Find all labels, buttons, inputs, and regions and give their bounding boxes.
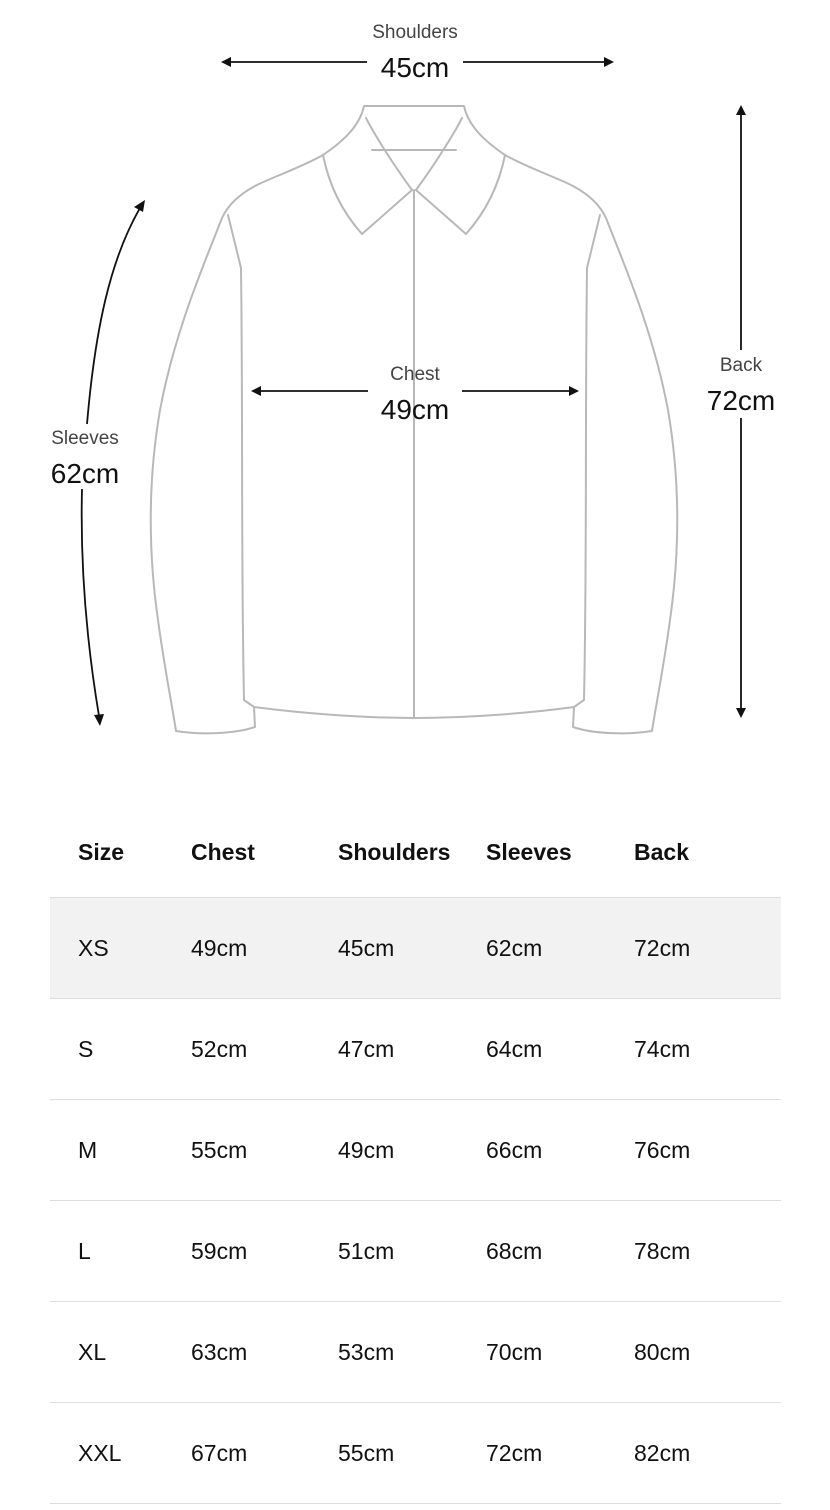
- shoulders-value: 45cm: [380, 52, 450, 83]
- left-sleeve-seam: [228, 215, 254, 707]
- cell-size: XS: [78, 934, 109, 961]
- table-row[interactable]: [50, 1201, 781, 1302]
- cell-size: XL: [78, 1338, 107, 1365]
- shoulders-arrowhead-right: [604, 57, 614, 67]
- cell-back: 78cm: [634, 1237, 691, 1264]
- cell-chest: 59cm: [191, 1237, 248, 1264]
- table-row[interactable]: [50, 999, 781, 1100]
- shoulders-arrowhead-left: [221, 57, 231, 67]
- cell-sleeves: 64cm: [486, 1035, 543, 1062]
- back-label: Back: [719, 355, 763, 376]
- cell-sleeves: 66cm: [486, 1136, 543, 1163]
- cell-back: 80cm: [634, 1338, 691, 1365]
- sleeves-measurement: [51, 200, 145, 726]
- cell-sleeves: 62cm: [486, 934, 543, 961]
- collar-left: [323, 155, 412, 234]
- cell-shoulders: 55cm: [338, 1439, 395, 1466]
- header-sleeves: Sleeves: [486, 839, 572, 865]
- header-size: Size: [78, 839, 125, 865]
- sleeves-arrow-bottom-curve: [82, 489, 99, 716]
- size-chart-table: [50, 808, 781, 1504]
- cell-chest: 67cm: [191, 1439, 248, 1466]
- cell-size: XXL: [78, 1439, 122, 1466]
- chest-label: Chest: [390, 364, 440, 385]
- sleeves-value: 62cm: [50, 458, 120, 489]
- collar-right: [416, 155, 505, 234]
- chest-arrowhead-left: [251, 386, 261, 396]
- back-arrowhead-top: [736, 105, 746, 115]
- right-sleeve-seam: [574, 215, 600, 707]
- chest-value: 49cm: [380, 394, 450, 425]
- back-value: 72cm: [706, 385, 776, 416]
- cell-shoulders: 51cm: [338, 1237, 395, 1264]
- header-chest: Chest: [191, 839, 255, 865]
- cell-back: 72cm: [634, 934, 691, 961]
- cell-sleeves: 70cm: [486, 1338, 543, 1365]
- sleeves-label: Sleeves: [51, 428, 119, 449]
- table-row[interactable]: [50, 1100, 781, 1201]
- sleeves-arrow-top-curve: [87, 208, 140, 424]
- sleeves-arrowhead-bottom: [94, 714, 104, 726]
- collar-band-left: [366, 118, 412, 190]
- cell-shoulders: 53cm: [338, 1338, 395, 1365]
- table-header-row: [50, 808, 781, 898]
- shoulders-label: Shoulders: [372, 22, 458, 43]
- collar-outer: [323, 106, 505, 155]
- header-back: Back: [634, 839, 689, 865]
- cell-size: M: [78, 1136, 98, 1163]
- cell-chest: 52cm: [191, 1035, 248, 1062]
- table-row[interactable]: [50, 1403, 781, 1504]
- chest-arrowhead-right: [569, 386, 579, 396]
- cell-shoulders: 47cm: [338, 1035, 395, 1062]
- chest-measurement: [251, 364, 579, 425]
- cell-size: L: [78, 1237, 91, 1264]
- table-row[interactable]: [50, 898, 781, 999]
- cell-back: 76cm: [634, 1136, 691, 1163]
- header-shoulders: Shoulders: [338, 839, 451, 865]
- shoulders-measurement: [221, 22, 614, 83]
- cell-shoulders: 45cm: [338, 934, 395, 961]
- cell-chest: 63cm: [191, 1338, 248, 1365]
- cell-back: 74cm: [634, 1035, 691, 1062]
- cell-size: S: [78, 1035, 94, 1062]
- cell-back: 82cm: [634, 1439, 691, 1466]
- back-arrowhead-bottom: [736, 708, 746, 718]
- back-measurement: [707, 105, 775, 718]
- cell-chest: 55cm: [191, 1136, 248, 1163]
- collar-band-right: [416, 118, 462, 190]
- table-row[interactable]: [50, 1302, 781, 1403]
- cell-chest: 49cm: [191, 934, 248, 961]
- cell-shoulders: 49cm: [338, 1136, 395, 1163]
- cell-sleeves: 68cm: [486, 1237, 543, 1264]
- cell-sleeves: 72cm: [486, 1439, 543, 1466]
